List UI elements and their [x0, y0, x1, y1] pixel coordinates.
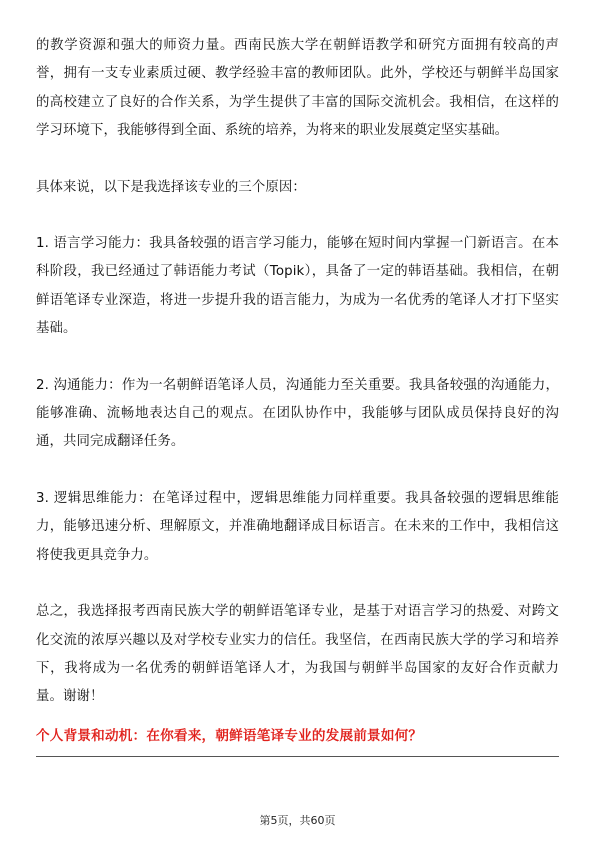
- document-body: [36, 32, 559, 757]
- paragraph-intro-continuation: 的教学资源和强大的师资力量。西南民族大学在朝鲜语教学和研究方面拥有较高的声誉，拥有一支专业素质过硬、教学经验丰富的教师团队。此外，学校还与朝鲜半岛国家的高校建立了良好的合作关系，为学生提供了丰富的国际交流机会。我相信，在这样的学习环境下，我能够得到全面、系统的培养，为将来的职业发展奠定坚实基础。: [36, 38, 559, 139]
- question-heading: 个人背景和动机：在你看来，朝鲜语笔译专业的发展前景如何？: [36, 727, 423, 744]
- paragraph-gap: [36, 570, 559, 598]
- page-footer: 第5页，共60页: [259, 814, 336, 827]
- heading-divider: [36, 756, 559, 757]
- paragraph-conclusion: 总之，我选择报考西南民族大学的朝鲜语笔译专业，是基于对语言学习的热爱、对跨文化交流的浓厚兴趣以及对学校专业实力的信任。我坚信，在西南民族大学的学习和培养下，我将成为一名优秀的朝鲜语笔译人才，为我国与朝鲜半岛国家的友好合作贡献力量。谢谢！: [36, 604, 559, 705]
- paragraph-reason-logic: 3. 逻辑思维能力：在笔译过程中，逻辑思维能力同样重要。我具备较强的逻辑思维能力，能够迅速分析、理解原文，并准确地翻译成目标语言。在未来的工作中，我相信这将使我更具竞争力。: [36, 490, 559, 563]
- paragraph-gap: [36, 202, 559, 230]
- paragraph-gap: [36, 457, 559, 485]
- paragraph-reasons-intro: 具体来说，以下是我选择该专业的三个原因：: [36, 179, 306, 195]
- paragraph-gap: [36, 146, 559, 174]
- paragraph-reason-language: 1. 语言学习能力：我具备较强的语言学习能力，能够在短时间内掌握一门新语言。在本科阶段，我已经通过了韩语能力考试（Topik），具备了一定的韩语基础。我相信，在朝鲜语笔译专业深造，将进一步提升我的语言能力，为成为一名优秀的笔译人才打下坚实基础。: [36, 236, 559, 337]
- paragraph-reason-communication: 2. 沟通能力：作为一名朝鲜语笔译人员，沟通能力至关重要。我具备较强的沟通能力，能够准确、流畅地表达自己的观点。在团队协作中，我能够与团队成员保持良好的沟通，共同完成翻译任务。: [36, 377, 559, 450]
- paragraph-gap: [36, 344, 559, 372]
